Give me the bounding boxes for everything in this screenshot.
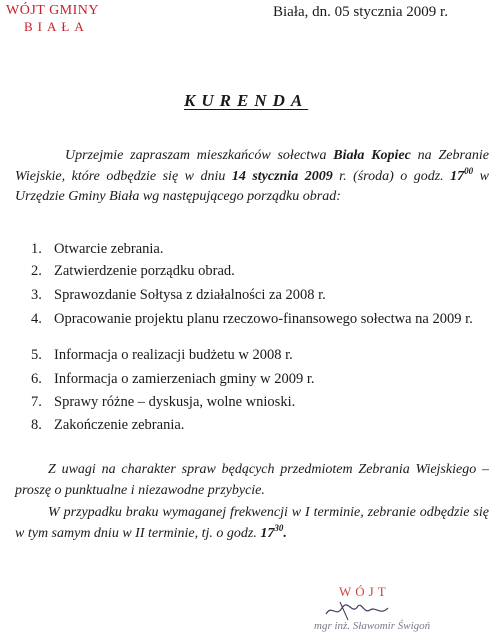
- intro-text-2: na Zebranie Wiejskie, które odbędzie się w dniu: [15, 148, 489, 184]
- stamp-line-1: WÓJT GMINY: [6, 3, 100, 18]
- intro-text-1: Uprzejmie zapraszam mieszkańców sołectwa: [65, 148, 334, 163]
- agenda-item: [31, 310, 489, 329]
- punctuality-notice: Z uwagi na charakter spraw będących przedmiotem Zebrania Wiejskiego – proszę o punktualne i niezawodne przybycie.: [15, 462, 489, 498]
- second-term-end: .: [283, 525, 287, 541]
- place-date: Biała, dn. 05 stycznia 2009 r.: [273, 4, 448, 20]
- meeting-date: 14 stycznia 2009: [231, 168, 333, 184]
- agenda-item-text: Zakończenie zebrania.: [54, 417, 185, 433]
- agenda-item-text: Sprawozdanie Sołtysa z działalności za 2008 r.: [54, 287, 326, 303]
- village-name: Biała Kopiec: [333, 148, 411, 163]
- agenda-item-number: 8.: [31, 417, 42, 433]
- agenda-item-text: Otwarcie zebrania.: [54, 241, 164, 257]
- signer-name: mgr inż. Sławomir Świgoń: [314, 620, 431, 632]
- agenda-item-number: 5.: [31, 347, 42, 363]
- agenda-item: [31, 416, 489, 435]
- second-term-hour-value: 17: [260, 525, 275, 541]
- second-term-minute-value: 30: [274, 522, 284, 533]
- agenda-item: [31, 240, 489, 259]
- agenda-item: [31, 262, 489, 281]
- document-title: KURENDA: [184, 91, 309, 110]
- meeting-minute-value: 00: [464, 165, 474, 176]
- quorum-notice-text: W przypadku braku wymaganej frekwencji w I terminie, zebranie odbędzie się w tym samym dniu w II terminie, tj. o godz.: [15, 505, 489, 541]
- signature-office-stamp: WÓJT: [339, 584, 390, 599]
- intro-text-4: w Urzędzie Gminy Biała wg następującego porządku obrad:: [15, 168, 489, 204]
- agenda-item-number: 3.: [31, 287, 42, 303]
- agenda-item-text: Zatwierdzenie porządku obrad.: [54, 263, 235, 279]
- agenda-item-number: 7.: [31, 394, 42, 410]
- agenda-item: [31, 346, 489, 365]
- agenda-item-number: 2.: [31, 263, 42, 279]
- quorum-notice: [15, 503, 489, 544]
- agenda-item-text: Informacja o zamierzeniach gminy w 2009 r.: [54, 371, 315, 387]
- agenda-item-text: Sprawy różne – dyskusja, wolne wnioski.: [54, 394, 296, 410]
- agenda-item: [31, 393, 489, 412]
- meeting-hour-value: 17: [450, 168, 465, 184]
- agenda-item-number: 6.: [31, 371, 42, 387]
- agenda-item: [31, 370, 489, 389]
- intro-paragraph: [15, 146, 489, 208]
- agenda-item-text: Opracowanie projektu planu rzeczowo-finansowego sołectwa na 2009 r.: [54, 311, 473, 327]
- agenda-item-number: 1.: [31, 241, 42, 257]
- office-stamp: [6, 3, 99, 35]
- meeting-hour: [450, 165, 474, 184]
- agenda-item-text: Informacja o realizacji budżetu w 2008 r.: [54, 347, 293, 363]
- stamp-line-2: BIAŁA: [24, 19, 89, 34]
- agenda-item: [31, 286, 489, 305]
- second-term-hour: [260, 522, 287, 541]
- agenda-item-number: 4.: [31, 311, 42, 327]
- intro-text-3: r. (środa) o godz.: [332, 168, 451, 184]
